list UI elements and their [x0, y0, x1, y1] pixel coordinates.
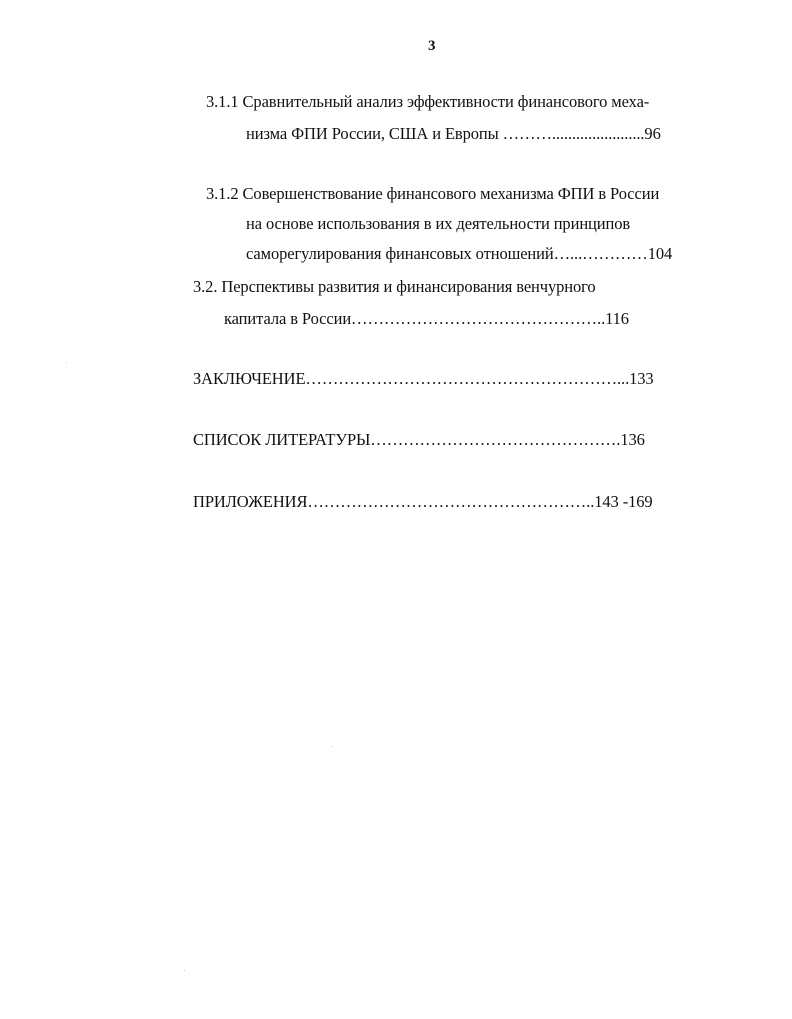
toc-entry-appendices: ПРИЛОЖЕНИЯ……………………………………………..143 -169 [193, 492, 653, 511]
toc-entry-3-1-2-line2: на основе использования в их деятельности принципов [246, 214, 631, 233]
toc-entry-3-1-2-line1: 3.1.2 Совершенствование финансового механизма ФПИ в России [206, 184, 660, 203]
toc-entry-3-1-1-line2: низма ФПИ России, США и Европы ……….......................96 [246, 124, 661, 143]
toc-entry-3-2-line2: капитала в России………………………………………..116 [224, 309, 629, 328]
toc-entry-3-2-line1: 3.2. Перспективы развития и финансирования венчурного [193, 277, 596, 296]
scan-speck [184, 970, 185, 971]
toc-entry-3-1-2-line3: саморегулирования финансовых отношений…...…………104 [246, 244, 673, 263]
toc-entry-conclusion: ЗАКЛЮЧЕНИЕ…………………………………………………...133 [193, 369, 654, 388]
toc-entry-3-1-1-line1: 3.1.1 Сравнительный анализ эффективности финансового меха- [206, 92, 650, 111]
page-number: 3 [428, 38, 436, 54]
toc-entry-bibliography: СПИСОК ЛИТЕРАТУРЫ……………………………………….136 [193, 430, 645, 449]
scan-speck [332, 746, 333, 747]
scan-speck [66, 362, 67, 363]
